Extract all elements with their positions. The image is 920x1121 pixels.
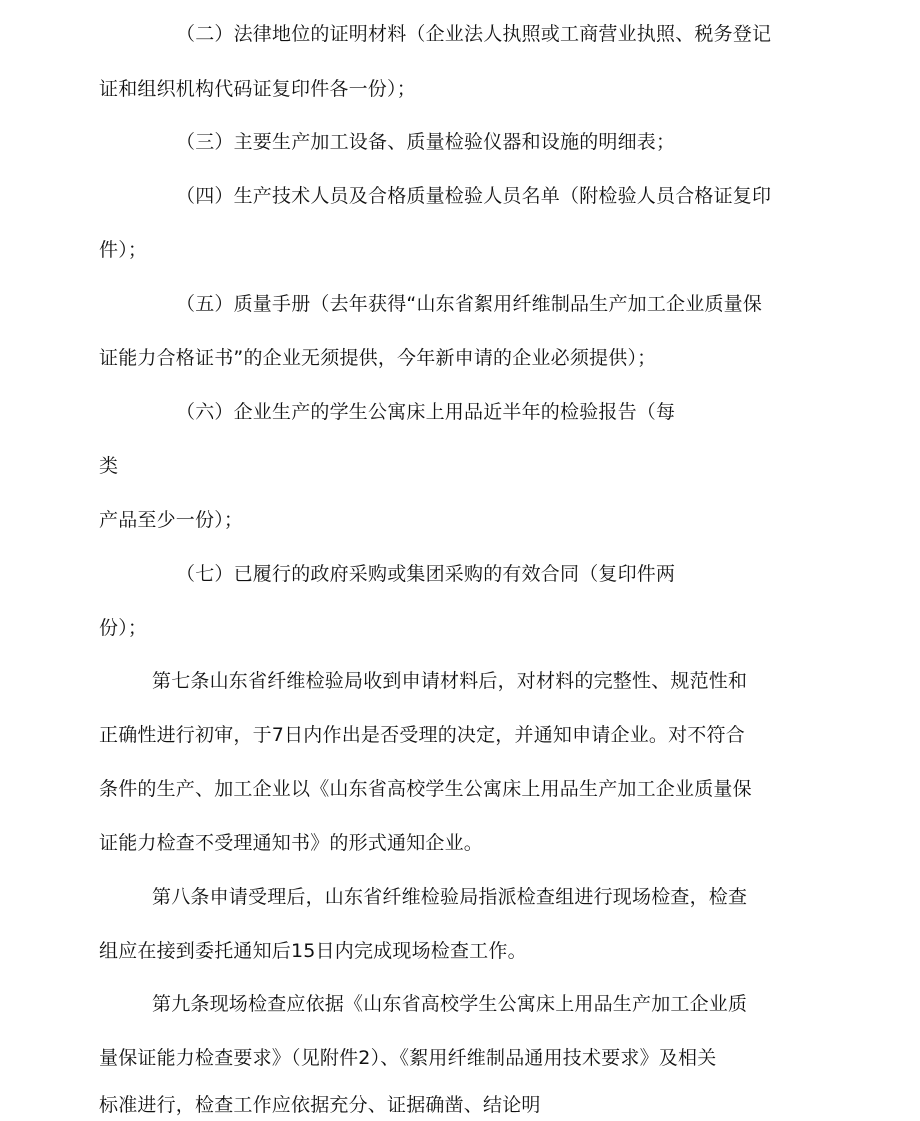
text-line: （二）法律地位的证明材料（企业法人执照或工商营业执照、税务登记 bbox=[176, 23, 772, 45]
text-line: 第七条山东省纤维检验局收到申请材料后，对材料的完整性、规范性和 bbox=[152, 670, 748, 692]
text-line: 证能力检查不受理通知书》的形式通知企业。 bbox=[99, 832, 484, 854]
text-line: 证能力合格证书”的企业无须提供，今年新申请的企业必须提供）； bbox=[99, 347, 657, 369]
text-line: 量保证能力检查要求》（见附件2）、《絮用纤维制品通用技术要求》及相关 bbox=[99, 1047, 717, 1069]
text-line: 标准进行，检查工作应依据充分、证据确凿、结论明 bbox=[99, 1094, 541, 1116]
text-line: （三）主要生产加工设备、质量检验仪器和设施的明细表； bbox=[176, 131, 676, 153]
text-line: 组应在接到委托通知后15日内完成现场检查工作。 bbox=[99, 940, 527, 962]
text-line: （四）生产技术人员及合格质量检验人员名单（附检验人员合格证复印 bbox=[176, 185, 772, 207]
text-line: 第九条现场检查应依据《山东省高校学生公寓床上用品生产加工企业质 bbox=[152, 993, 748, 1015]
text-line: （七）已履行的政府采购或集团采购的有效合同（复印件两 bbox=[176, 563, 676, 585]
text-line: 件）； bbox=[99, 239, 148, 261]
text-line: （六）企业生产的学生公寓床上用品近半年的检验报告（每 bbox=[176, 401, 676, 423]
text-line: 产品至少一份）； bbox=[99, 509, 244, 531]
text-line: 类 bbox=[99, 455, 119, 477]
text-line: 条件的生产、加工企业以《山东省高校学生公寓床上用品生产加工企业质量保 bbox=[99, 778, 752, 800]
text-line: 份）； bbox=[99, 617, 148, 639]
text-line: （五）质量手册（去年获得“山东省絮用纤维制品生产加工企业质量保 bbox=[176, 293, 763, 315]
text-line: 第八条申请受理后，山东省纤维检验局指派检查组进行现场检查，检查 bbox=[152, 886, 748, 908]
text-line: 正确性进行初审，于7日内作出是否受理的决定，并通知申请企业。对不符合 bbox=[99, 724, 745, 746]
text-line: 证和组织机构代码证复印件各一份）； bbox=[99, 78, 416, 100]
